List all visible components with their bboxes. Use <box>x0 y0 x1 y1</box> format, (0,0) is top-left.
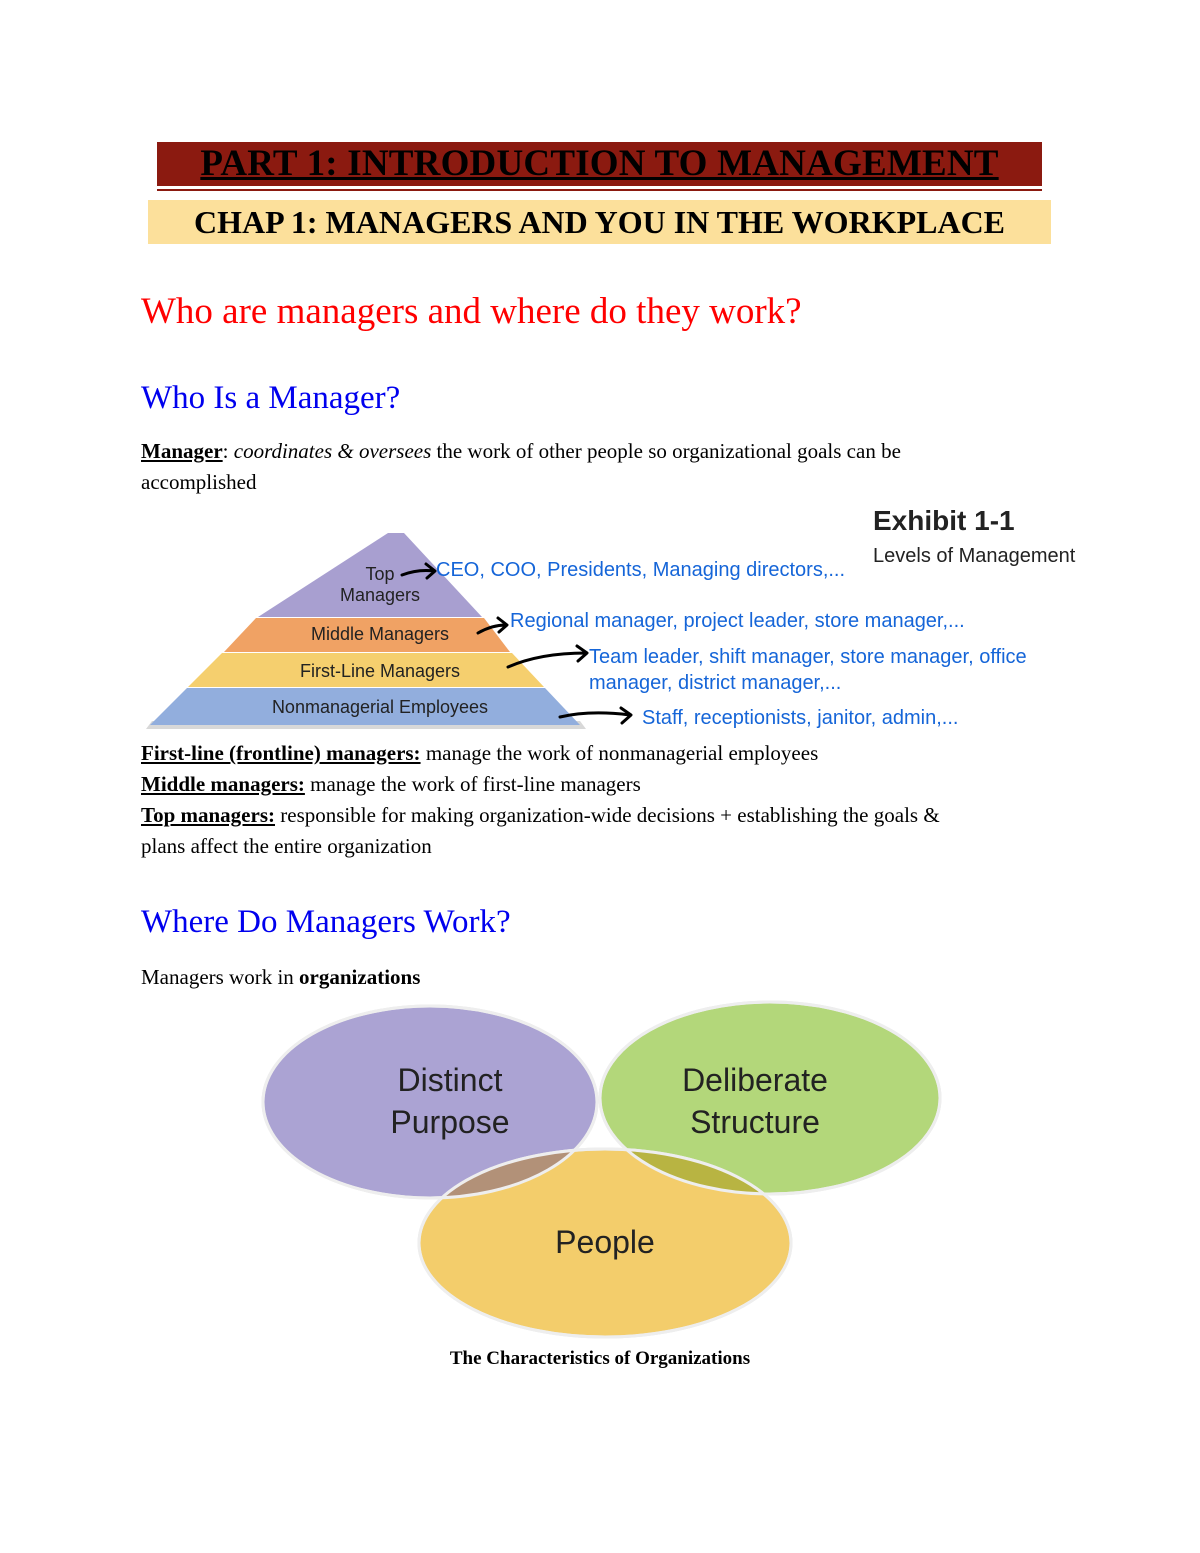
pyramid-label-nonmanagerial: Nonmanagerial Employees <box>271 697 489 717</box>
level-examples-first-line-1: Team leader, shift manager, store manager, office <box>589 646 1027 668</box>
definition-middle-text: manage the work of first-line managers <box>304 772 641 796</box>
chapter-title: CHAP 1: MANAGERS AND YOU IN THE WORKPLACE <box>148 200 1051 244</box>
pyramid-label-top-line1: Top <box>365 564 395 584</box>
pyramid-label-top-line2: Managers <box>339 585 421 605</box>
venn-label-structure-2: Structure <box>690 1104 820 1140</box>
arrow-middle-icon <box>478 618 507 633</box>
level-examples-middle: Regional manager, project leader, store manager,... <box>510 610 965 632</box>
definition-first-line-text: manage the work of nonmanagerial employees <box>420 741 819 765</box>
level-examples-first-line-2: manager, district manager,... <box>589 672 842 694</box>
venn-label-structure <box>640 1059 870 1143</box>
venn-label-purpose-1: Distinct <box>397 1062 503 1098</box>
arrow-first-line-icon <box>508 646 587 667</box>
manager-term: Manager <box>141 439 223 463</box>
arrow-top-icon <box>402 564 435 578</box>
section-title: Who are managers and where do they work? <box>141 291 802 332</box>
arrow-nonmanagerial-icon <box>560 708 631 723</box>
definition-middle-term: Middle managers: <box>141 772 305 796</box>
definition-middle <box>141 769 1071 800</box>
definition-first-line-term: First-line (frontline) managers: <box>141 741 421 765</box>
pyramid-label-middle: Middle Managers <box>310 624 450 644</box>
venn-label-purpose <box>340 1059 560 1143</box>
definition-top-term: Top managers: <box>141 803 275 827</box>
level-examples-top: CEO, COO, Presidents, Managing directors,... <box>436 559 846 581</box>
venn-diagram <box>250 998 950 1340</box>
manager-emphasis: coordinates & oversees <box>233 439 432 463</box>
manager-rest-line2: accomplished <box>141 470 257 494</box>
definition-top <box>141 800 1071 831</box>
definition-first-line <box>141 738 1071 769</box>
part-title-rule <box>157 189 1042 191</box>
venn-label-people: People <box>555 1224 655 1260</box>
where-work-intro-bold: organizations <box>299 965 421 989</box>
venn-caption: The Characteristics of Organizations <box>449 1348 751 1369</box>
who-is-manager-heading: Who Is a Manager? <box>141 380 401 416</box>
manager-definition <box>141 436 1061 498</box>
manager-rest-line1: the work of other people so organizational goals can be <box>431 439 901 463</box>
manager-sep: : <box>222 439 234 463</box>
where-work-intro <box>141 962 420 993</box>
level-examples-nonmanagerial: Staff, receptionists, janitor, admin,... <box>642 707 959 729</box>
definition-top-text-2: plans affect the entire organization <box>141 834 432 858</box>
level-examples-first-line <box>589 644 1027 696</box>
part-title: PART 1: INTRODUCTION TO MANAGEMENT <box>157 142 1042 186</box>
definition-top-text-1: responsible for making organization-wide decisions + establishing the goals & <box>275 803 940 827</box>
where-work-heading: Where Do Managers Work? <box>141 904 511 940</box>
exhibit-title: Exhibit 1-1 <box>873 505 1015 536</box>
exhibit-subtitle: Levels of Management <box>873 545 1076 567</box>
pyramid-label-first-line: First-Line Managers <box>299 661 461 681</box>
where-work-intro-text: Managers work in <box>141 965 300 989</box>
venn-label-structure-1: Deliberate <box>682 1062 828 1098</box>
venn-label-purpose-2: Purpose <box>390 1104 510 1140</box>
definitions-list <box>141 738 1071 862</box>
